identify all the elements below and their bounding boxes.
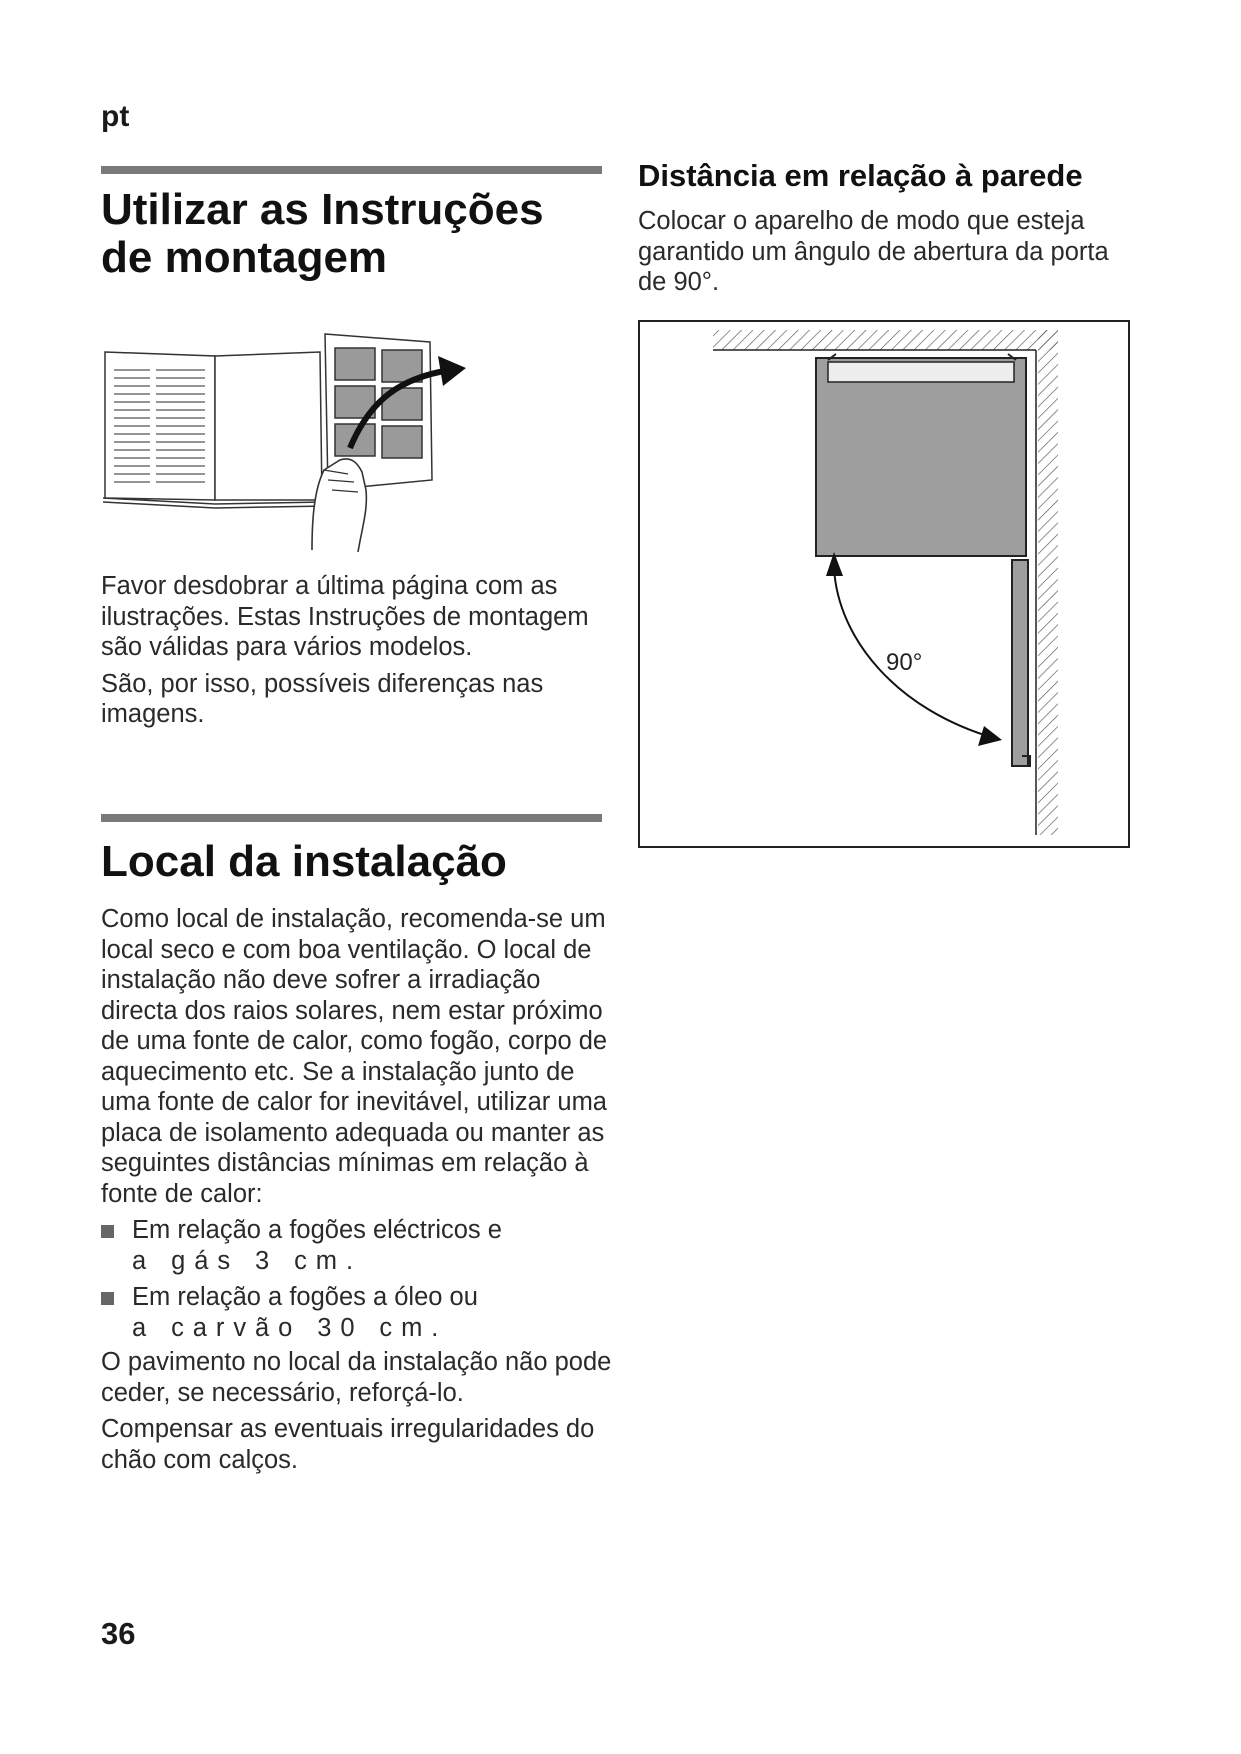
bullet-square-icon — [101, 1225, 114, 1238]
booklet-illustration — [100, 330, 470, 560]
bullet-text: Em relação a fogões eléctricos e — [132, 1216, 502, 1244]
instructions-paragraph: Favor desdobrar a última página com as ilustrações. Estas Instruções de montagem são válidas para vários modelos. — [101, 572, 589, 661]
instructions-title-line2: de montagem — [101, 233, 388, 282]
wall-distance-text: Colocar o aparelho de modo que esteja garantido um ângulo de abertura da porta de 90°. — [638, 207, 1109, 296]
location-body — [101, 904, 616, 1481]
section-divider — [101, 166, 602, 174]
location-title-block — [101, 838, 621, 886]
list-item — [101, 1282, 616, 1343]
bullet-text-spaced: a gás 3 cm. — [132, 1246, 362, 1275]
wall-distance-title: Distância em relação à parede — [638, 158, 1083, 193]
location-outro: O pavimento no local da instalação não pode ceder, se necessário, reforçá-lo. — [101, 1348, 612, 1407]
instructions-title — [101, 186, 621, 282]
wall-distance-body — [638, 206, 1118, 304]
list-item — [101, 1215, 616, 1276]
bullet-square-icon — [101, 1292, 114, 1305]
language-tag: pt — [101, 100, 130, 133]
wall-distance-title-block — [638, 158, 1138, 194]
location-intro: Como local de instalação, recomenda-se um local seco e com boa ventilação. O local de instalação não deve sofrer a irradiação directa dos raios solares, nem estar próximo de uma fonte de calor, como fogão, corpo de aquecimento etc. Se a instalação junto de uma fonte de calor for inevitável, utilizar uma placa de isolamento adequada ou manter as seguintes distâncias mínimas em relação à fonte de calor: — [101, 905, 608, 1208]
bullet-text-spaced: a carvão 30 cm. — [132, 1313, 448, 1342]
door-angle-diagram — [638, 320, 1130, 848]
location-outro: Compensar as eventuais irregularidades do chão com calços. — [101, 1415, 595, 1474]
section-divider — [101, 814, 602, 822]
instructions-paragraph: São, por isso, possíveis diferenças nas imagens. — [101, 669, 544, 728]
page-number: 36 — [101, 1616, 136, 1651]
bullet-text: Em relação a fogões a óleo ou — [132, 1283, 478, 1311]
angle-label: 90° — [886, 649, 923, 676]
instructions-body — [101, 571, 601, 736]
location-title: Local da instalação — [101, 837, 507, 886]
instructions-title-line1: Utilizar as Instruções — [101, 185, 544, 234]
